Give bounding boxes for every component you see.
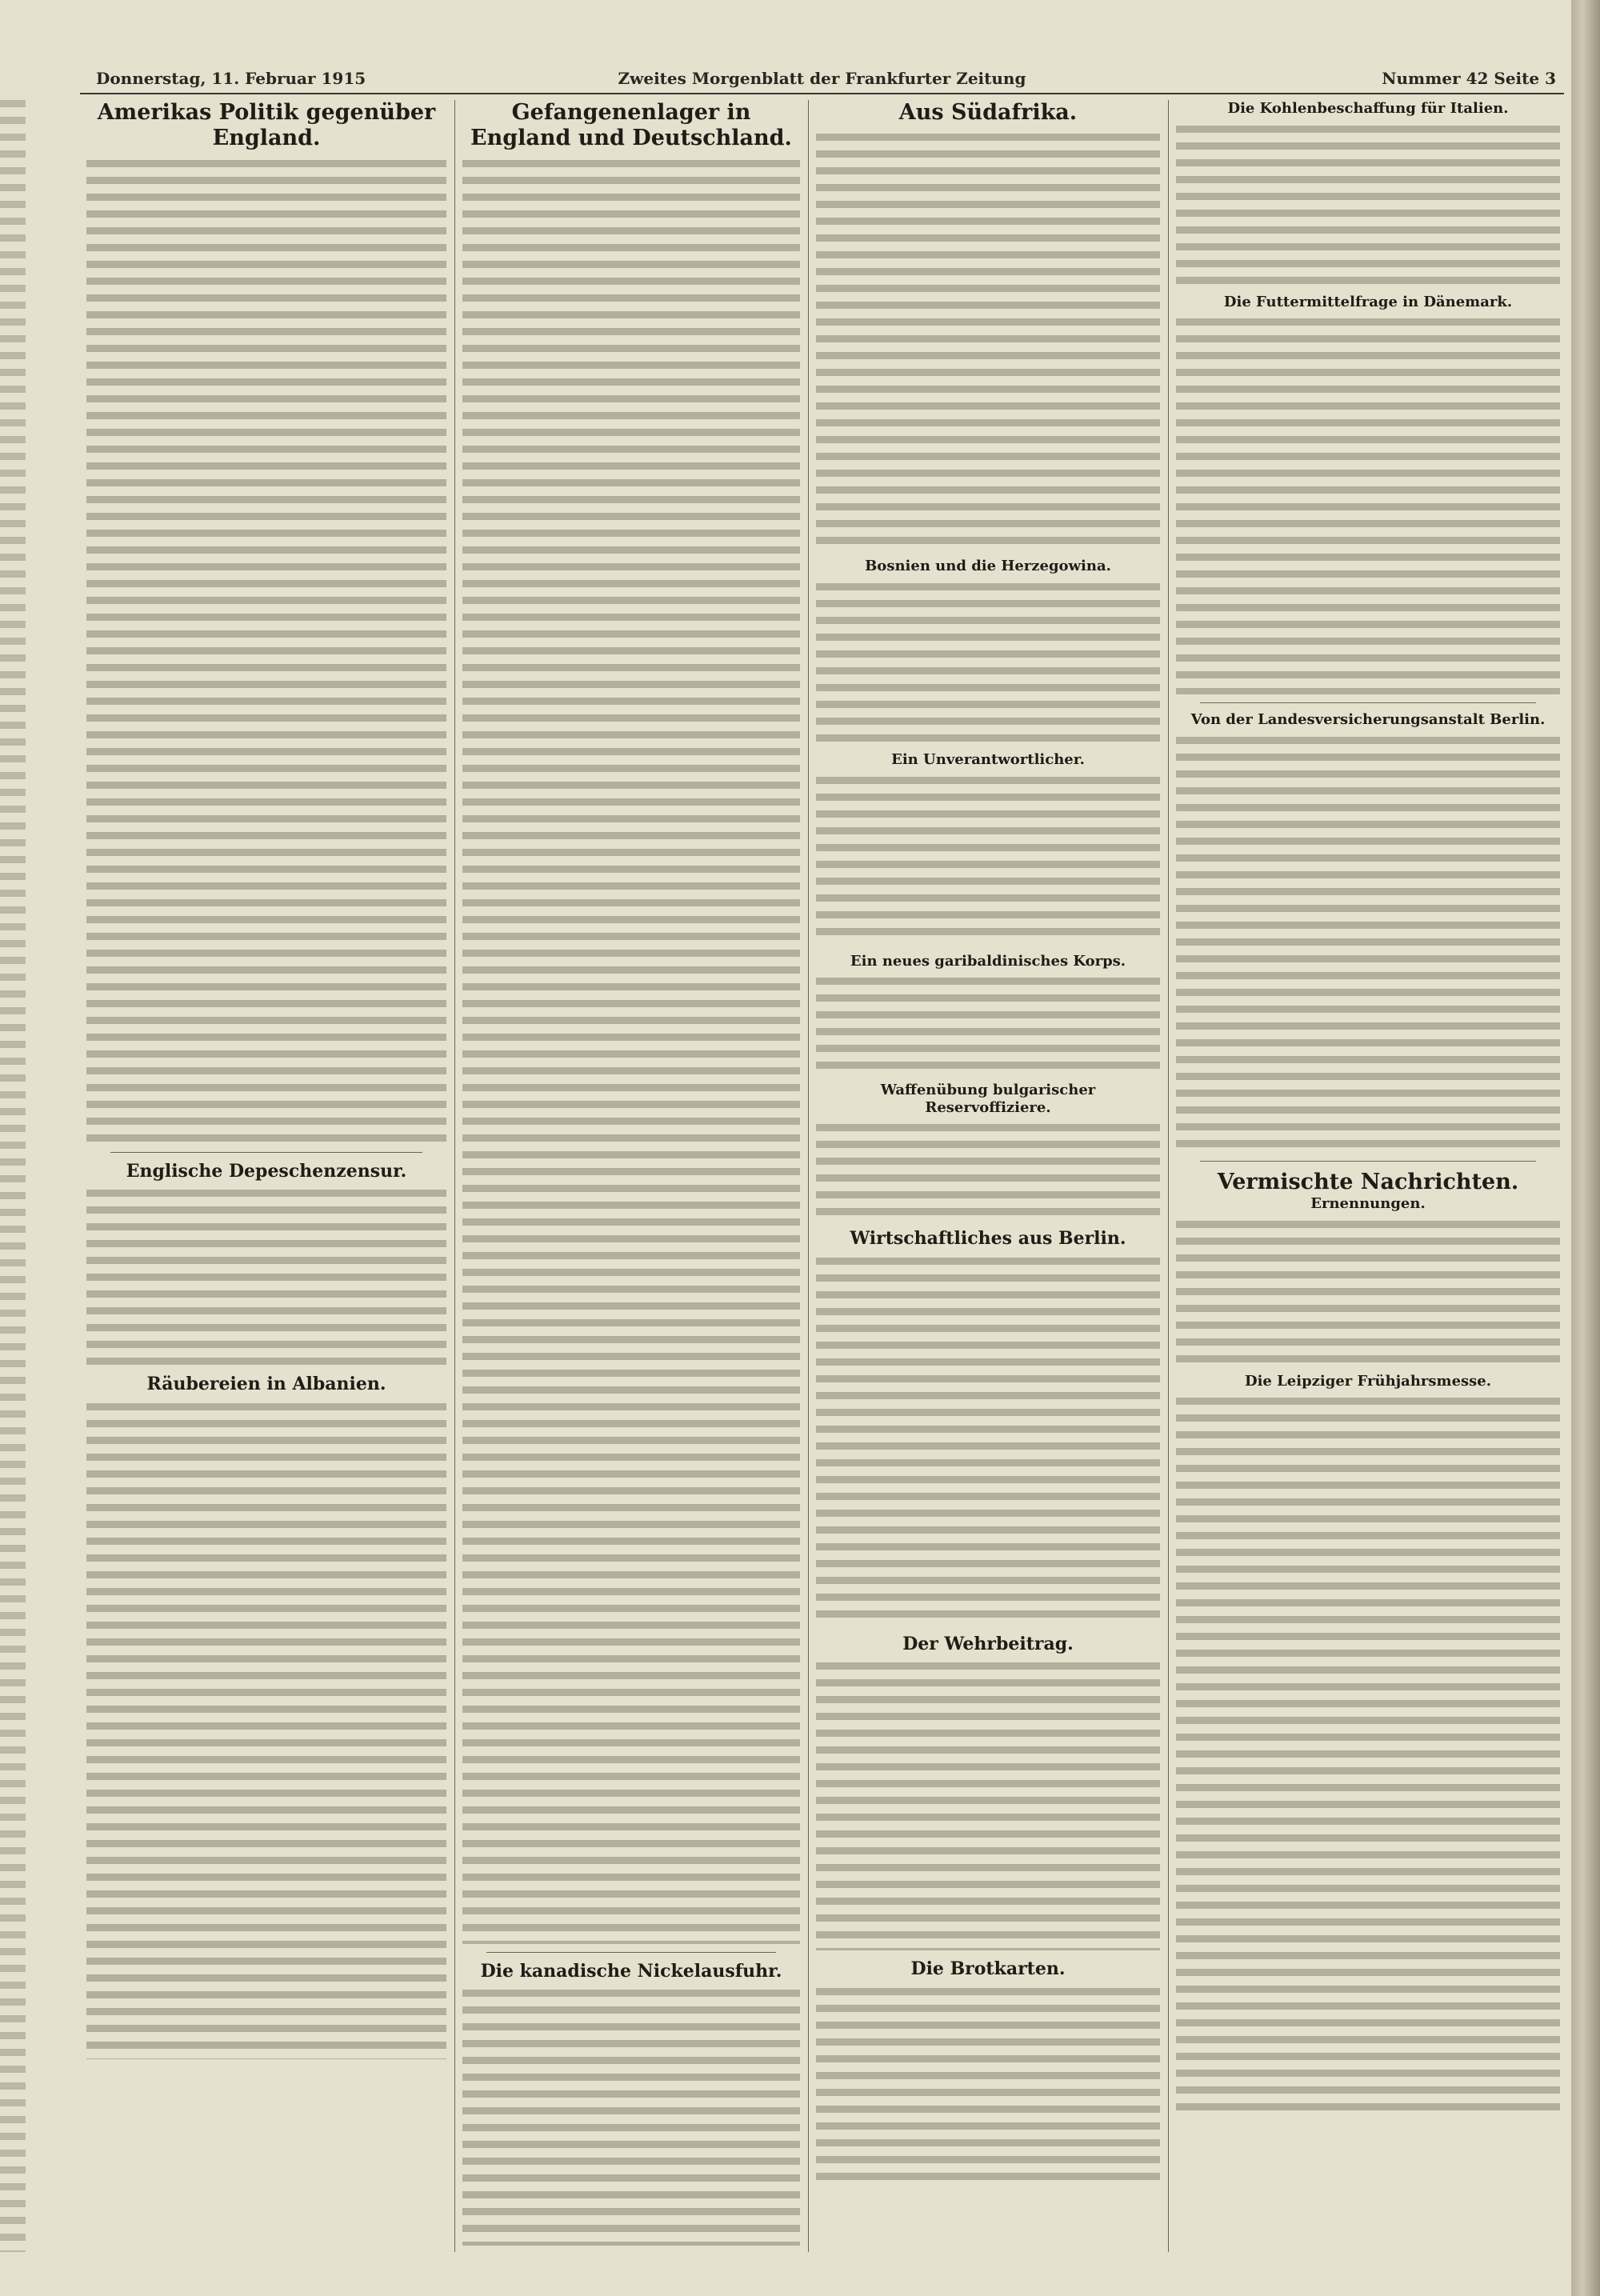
article-heading: Englische Depeschenzensur. xyxy=(126,1160,407,1182)
header-edition: Zweites Morgenblatt der Frankfurter Zeitung xyxy=(618,69,1026,88)
article-heading: Waffenübung bulgarischer Reservoffiziere. xyxy=(880,1082,1096,1116)
article-body xyxy=(816,978,1160,1074)
article-body xyxy=(816,583,1160,743)
article-divider xyxy=(110,1152,422,1153)
article-heading: Die Leipziger Frühjahrsmesse. xyxy=(1244,1372,1492,1390)
article-body xyxy=(86,1190,446,1366)
article-heading: Vermischte Nachrichten. xyxy=(1217,1169,1519,1194)
column-1 xyxy=(86,100,446,2252)
article-body xyxy=(816,1662,1160,1950)
article-divider xyxy=(1200,702,1536,703)
article-body xyxy=(816,1258,1160,1626)
article-heading: Der Wehrbeitrag. xyxy=(902,1633,1074,1654)
article-heading: Gefangenenlager in England und Deutschland. xyxy=(470,100,792,151)
article-heading: Ein neues garibaldinisches Korps. xyxy=(850,952,1126,970)
article-body xyxy=(816,1124,1160,1220)
article-heading: Die Futtermittelfrage in Dänemark. xyxy=(1223,293,1513,310)
article-subheading: Ernennungen. xyxy=(1310,1195,1426,1213)
article-body xyxy=(1176,318,1560,694)
article-divider xyxy=(1200,1161,1536,1162)
column-2 xyxy=(462,100,800,2252)
article-heading: Aus Südafrika. xyxy=(898,100,1078,125)
article-heading: Ein Unverantwortlicher. xyxy=(891,750,1085,768)
column-3 xyxy=(816,100,1160,2252)
column-rule xyxy=(808,100,809,2252)
column-4 xyxy=(1176,100,1560,2252)
column-rule xyxy=(454,100,455,2252)
article-body xyxy=(1176,1221,1560,1365)
article-heading: Die kanadische Nickelausfuhr. xyxy=(480,1960,782,1982)
header-rule xyxy=(80,93,1564,94)
article-body xyxy=(1176,1398,1560,2118)
article-divider xyxy=(486,1952,776,1953)
article-heading: Die Brotkarten. xyxy=(910,1958,1066,1980)
previous-page-margin-text xyxy=(0,100,26,2252)
article-body xyxy=(816,1988,1160,2188)
page-header xyxy=(80,64,1564,91)
book-binding-edge xyxy=(1571,0,1600,2296)
header-date: Donnerstag, 11. Februar 1915 xyxy=(96,69,366,88)
article-body xyxy=(816,134,1160,550)
article-heading: Amerikas Politik gegenüber England. xyxy=(97,100,436,151)
article-heading: Bosnien und die Herzegowina. xyxy=(865,558,1111,575)
column-rule xyxy=(1168,100,1169,2252)
article-body xyxy=(1176,126,1560,286)
article-body xyxy=(86,1403,446,2059)
article-body xyxy=(462,1990,800,2246)
article-heading: Die Kohlenbeschaffung für Italien. xyxy=(1227,100,1509,117)
article-heading: Räubereien in Albanien. xyxy=(146,1374,386,1395)
article-heading: Von der Landesversicherungsanstalt Berlin. xyxy=(1190,711,1546,729)
article-heading: Wirtschaftliches aus Berlin. xyxy=(850,1228,1126,1250)
article-body xyxy=(462,160,800,1944)
article-body xyxy=(86,160,446,1144)
header-number: Nummer 42 Seite 3 xyxy=(1382,69,1556,88)
article-body xyxy=(1176,737,1560,1153)
article-body xyxy=(816,777,1160,945)
